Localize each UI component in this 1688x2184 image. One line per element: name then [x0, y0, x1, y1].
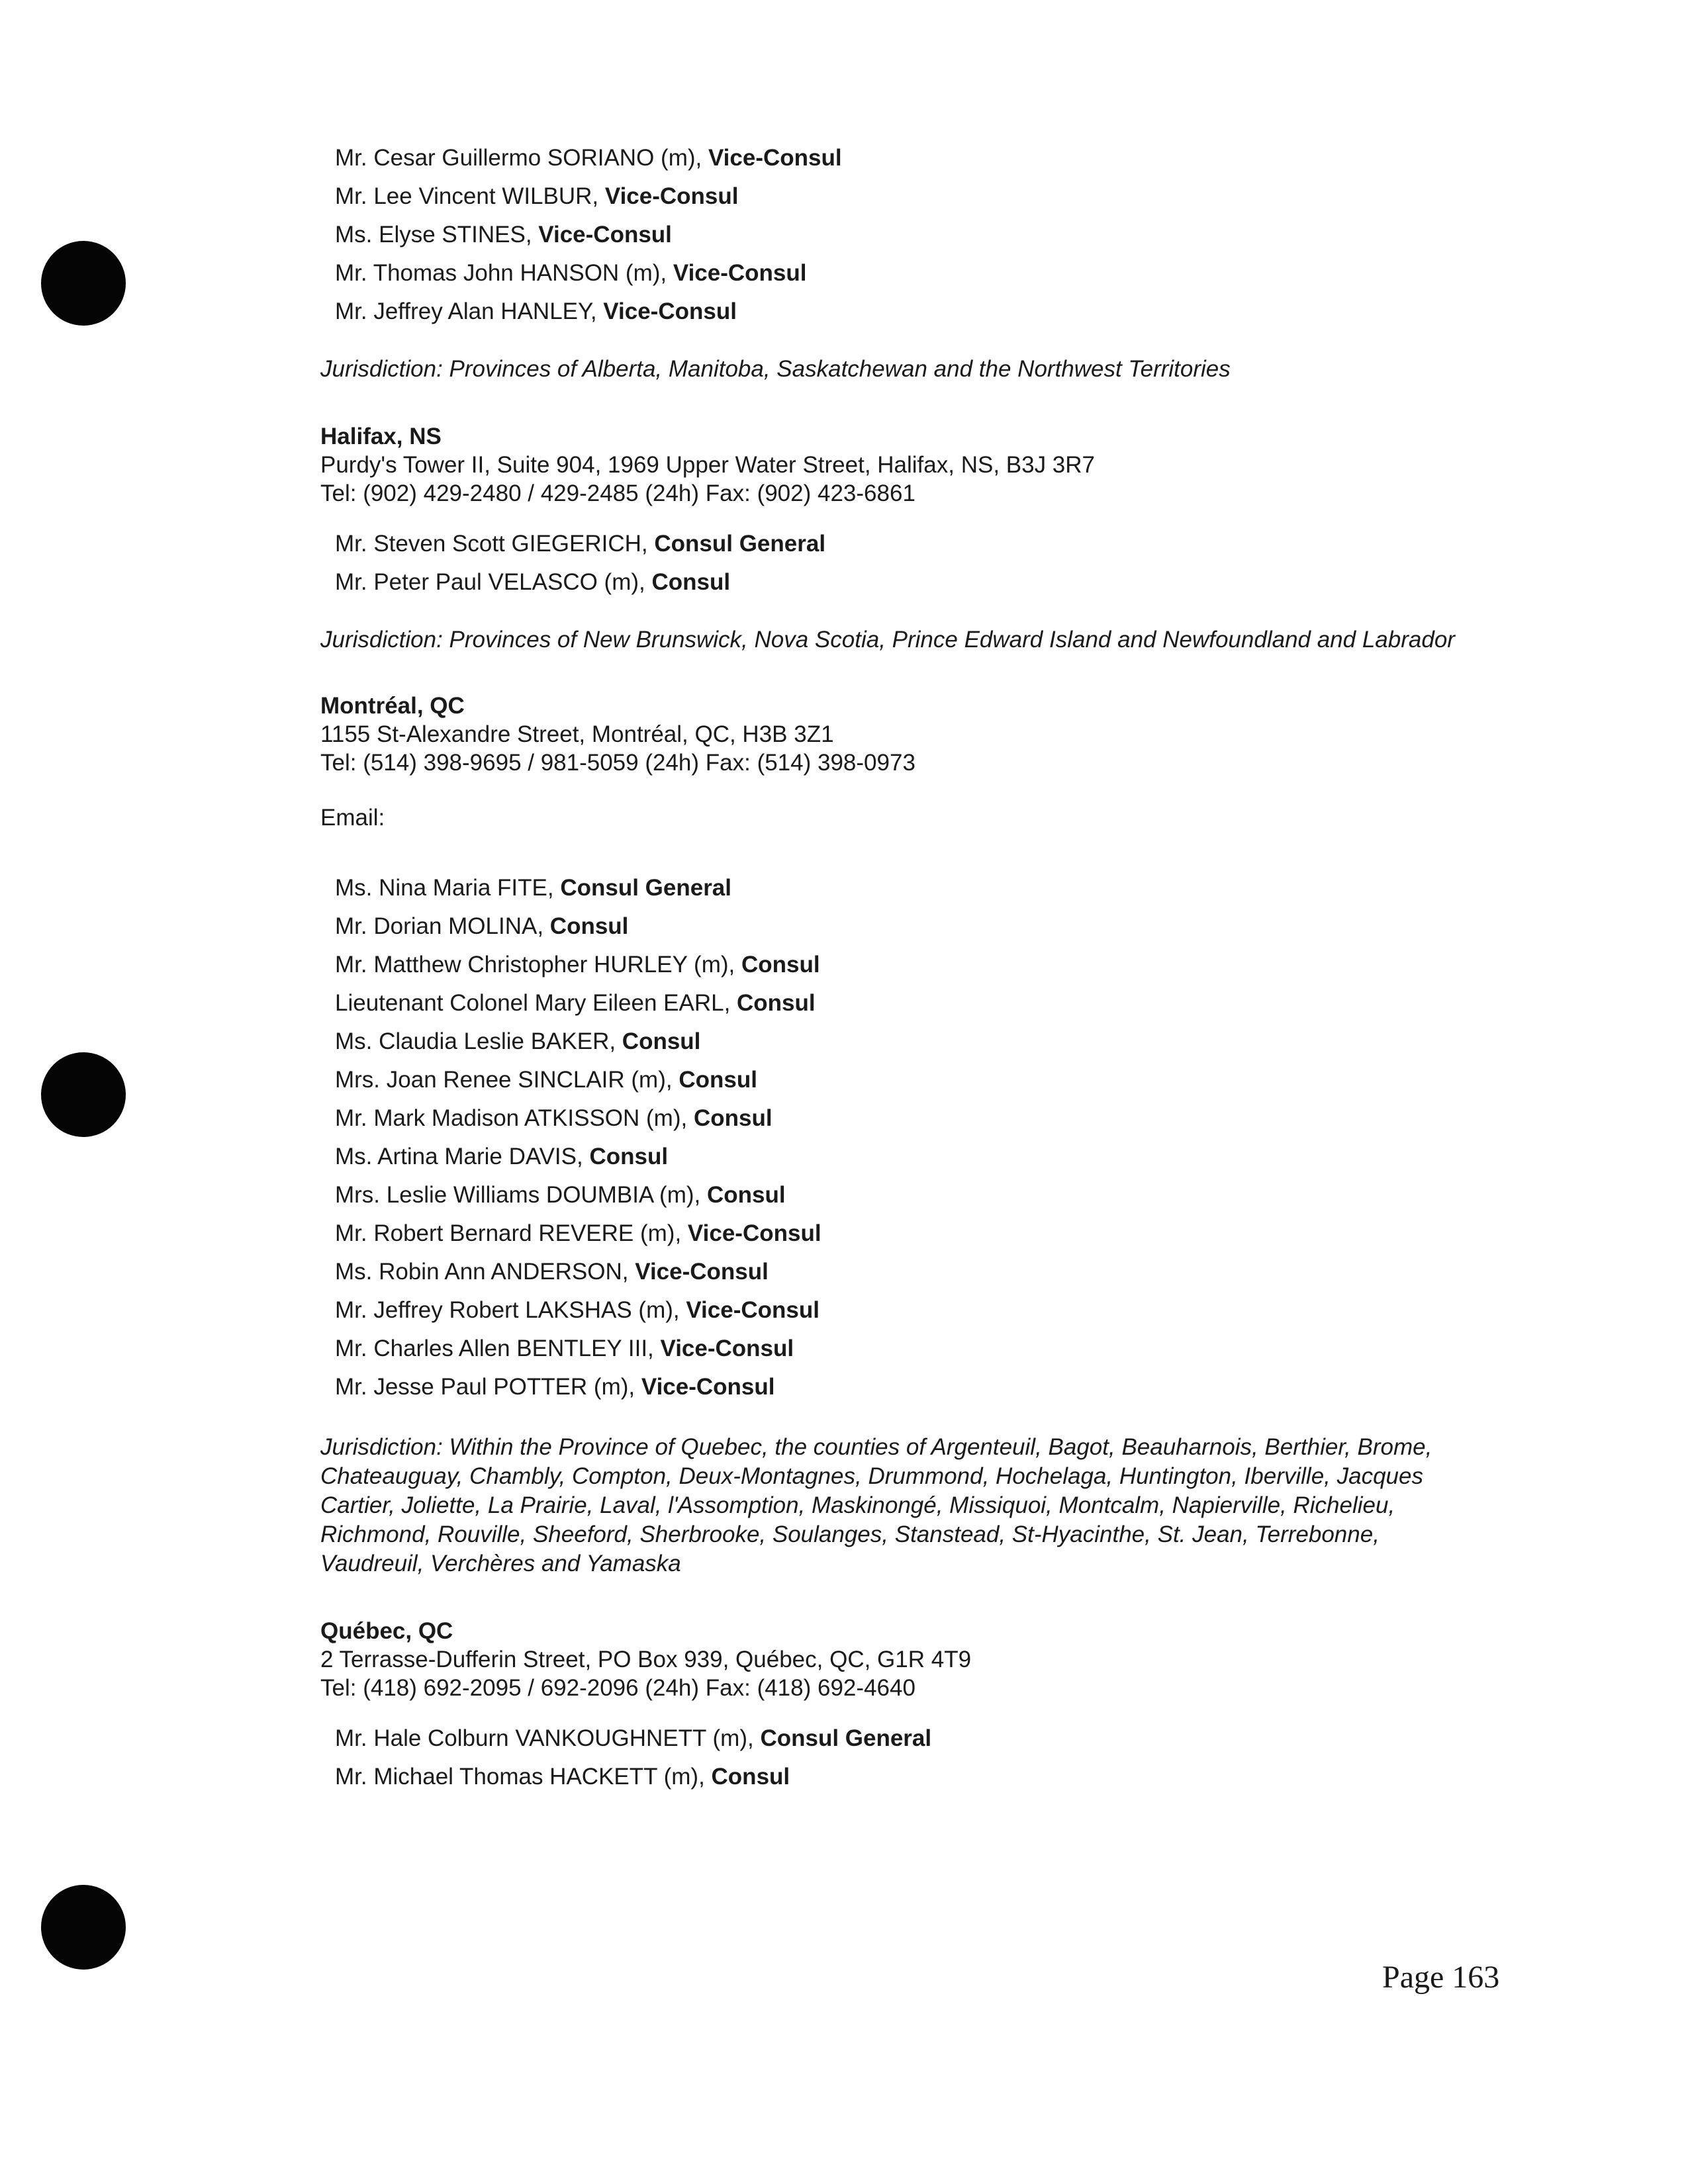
officer-entry: [335, 563, 1459, 602]
office-city-heading: Québec, QC: [320, 1618, 453, 1644]
office-quebec-section: [320, 1617, 1459, 1796]
office-halifax-section: [320, 422, 1459, 655]
officer-entry: [335, 1214, 1459, 1253]
officer-title: Vice-Consul: [673, 260, 807, 286]
office-phone: Tel: (902) 429-2480 / 429-2485 (24h) Fax: (902) 423-6861: [320, 480, 915, 506]
office-montreal-section: [320, 692, 1459, 1578]
officer-name: Ms. Elyse STINES,: [335, 222, 539, 248]
officer-entry: [335, 216, 1459, 254]
office-email-label: Email:: [320, 805, 385, 831]
punch-hole-middle: [41, 1052, 126, 1137]
officer-title: Consul: [711, 1764, 790, 1790]
officer-name: Mr. Michael Thomas HACKETT (m),: [335, 1764, 712, 1790]
jurisdiction-text: Jurisdiction: Provinces of Alberta, Manitoba, Saskatchewan and the Northwest Territories: [320, 356, 1231, 382]
officer-name: Ms. Artina Marie DAVIS,: [335, 1144, 590, 1169]
officer-entry: [335, 293, 1459, 331]
officer-title: Consul General: [760, 1725, 932, 1751]
officer-entry: [335, 1061, 1459, 1099]
officer-entry: [335, 1291, 1459, 1330]
officer-title: Vice-Consul: [708, 145, 842, 171]
officer-entry: [335, 1023, 1459, 1061]
officer-title: Consul: [679, 1067, 757, 1093]
officer-entry: [335, 1719, 1459, 1758]
officer-entry: [335, 1253, 1459, 1291]
office-phone: Tel: (514) 398-9695 / 981-5059 (24h) Fax: (514) 398-0973: [320, 750, 915, 776]
officer-title: Vice-Consul: [635, 1259, 769, 1285]
officer-name: Lieutenant Colonel Mary Eileen EARL,: [335, 990, 737, 1016]
officer-name: Ms. Claudia Leslie BAKER,: [335, 1028, 622, 1054]
officer-name: Mr. Hale Colburn VANKOUGHNETT (m),: [335, 1725, 761, 1751]
officer-entry: [335, 869, 1459, 907]
officer-list: [320, 525, 1459, 602]
officer-title: Vice-Consul: [641, 1374, 775, 1400]
officer-entry: [335, 1099, 1459, 1138]
officer-entry: [335, 1138, 1459, 1176]
officer-name: Mr. Lee Vincent WILBUR,: [335, 183, 605, 209]
office-address: Purdy's Tower II, Suite 904, 1969 Upper Water Street, Halifax, NS, B3J 3R7: [320, 452, 1096, 478]
officer-title: Vice-Consul: [538, 222, 672, 248]
office-phone: Tel: (418) 692-2095 / 692-2096 (24h) Fax: (418) 692-4640: [320, 1675, 915, 1701]
officer-name: Mr. Thomas John HANSON (m),: [335, 260, 673, 286]
officer-title: Consul: [693, 1105, 773, 1131]
officer-entry: [335, 907, 1459, 946]
office-continued-section: [320, 139, 1459, 384]
officer-name: Mrs. Joan Renee SINCLAIR (m),: [335, 1067, 679, 1093]
officer-name: Mr. Jeffrey Alan HANLEY,: [335, 298, 604, 324]
officer-title: Vice-Consul: [603, 298, 737, 324]
officer-title: Consul: [622, 1028, 701, 1054]
office-city-heading: Montréal, QC: [320, 693, 465, 719]
officer-name: Mr. Steven Scott GIEGERICH,: [335, 531, 655, 557]
officer-name: Mr. Dorian MOLINA,: [335, 913, 550, 939]
officer-list: [320, 139, 1459, 331]
officer-entry: [335, 139, 1459, 177]
officer-title: Vice-Consul: [686, 1297, 820, 1323]
officer-title: Consul: [549, 913, 629, 939]
officer-name: Ms. Nina Maria FITE,: [335, 875, 561, 901]
officer-name: Mr. Robert Bernard REVERE (m),: [335, 1220, 688, 1246]
officer-name: Mr. Jeffrey Robert LAKSHAS (m),: [335, 1297, 686, 1323]
officer-entry: [335, 1368, 1459, 1406]
jurisdiction-text: Jurisdiction: Within the Province of Quebec, the counties of Argenteuil, Bagot, Beauharnois, Berthier, Brome, Chateauguay, Chambly, Compton, Deux-Montagnes, Drummond, Hochelaga, Huntington, Iberville, Jacques Cartier, Joliette, La Prairie, Laval, l'Assomption, Maskinongé, Missiquoi, Montcalm, Napierville, Richelieu, Richmond, Rouville, Sheeford, Sherbrooke, Soulanges, Stanstead, St-Hyacinthe, St. Jean, Terrebonne, Vaudreuil, Verchères and Yamaska: [320, 1434, 1432, 1576]
officer-entry: [335, 946, 1459, 984]
office-city-heading: Halifax, NS: [320, 424, 442, 449]
punch-hole-top: [41, 241, 126, 326]
officer-entry: [335, 1176, 1459, 1214]
officer-list: [320, 1719, 1459, 1796]
officer-title: Consul: [737, 990, 816, 1016]
office-address: 2 Terrasse-Dufferin Street, PO Box 939, Québec, QC, G1R 4T9: [320, 1647, 972, 1672]
officer-name: Mr. Jesse Paul POTTER (m),: [335, 1374, 641, 1400]
office-address: 1155 St-Alexandre Street, Montréal, QC, H3B 3Z1: [320, 721, 834, 747]
officer-entry: [335, 984, 1459, 1023]
officer-entry: [335, 177, 1459, 216]
officer-entry: [335, 1758, 1459, 1796]
page-content: [320, 139, 1459, 1796]
officer-title: Consul: [741, 952, 820, 978]
officer-name: Mrs. Leslie Williams DOUMBIA (m),: [335, 1182, 707, 1208]
officer-entry: [335, 525, 1459, 563]
officer-name: Ms. Robin Ann ANDERSON,: [335, 1259, 635, 1285]
punch-hole-bottom: [41, 1885, 126, 1970]
officer-entry: [335, 254, 1459, 293]
officer-title: Consul: [589, 1144, 669, 1169]
officer-title: Consul General: [560, 875, 731, 901]
officer-title: Vice-Consul: [604, 183, 739, 209]
officer-name: Mr. Charles Allen BENTLEY III,: [335, 1336, 661, 1361]
officer-title: Vice-Consul: [660, 1336, 794, 1361]
officer-list: [320, 869, 1459, 1406]
officer-name: Mr. Peter Paul VELASCO (m),: [335, 569, 652, 595]
officer-title: Vice-Consul: [687, 1220, 821, 1246]
jurisdiction-text: Jurisdiction: Provinces of New Brunswick, Nova Scotia, Prince Edward Island and Newfoundland and Labrador: [320, 627, 1455, 653]
officer-name: Mr. Cesar Guillermo SORIANO (m),: [335, 145, 708, 171]
officer-title: Consul: [651, 569, 731, 595]
officer-title: Consul: [706, 1182, 786, 1208]
officer-entry: [335, 1330, 1459, 1368]
officer-name: Mr. Mark Madison ATKISSON (m),: [335, 1105, 694, 1131]
officer-title: Consul General: [654, 531, 826, 557]
officer-name: Mr. Matthew Christopher HURLEY (m),: [335, 952, 741, 978]
page-number: Page 163: [1382, 1960, 1500, 1995]
